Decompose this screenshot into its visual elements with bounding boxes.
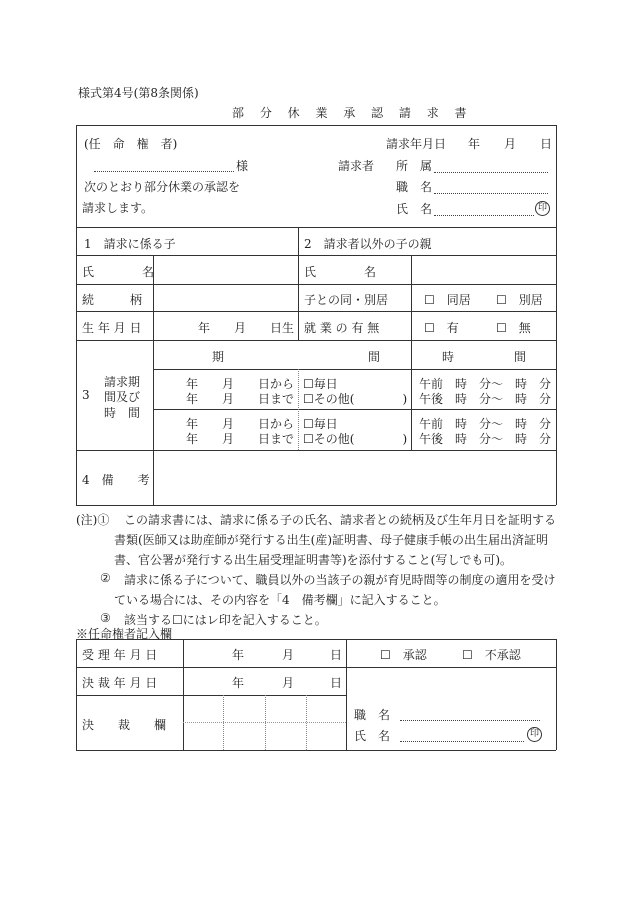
section2-heading: 2 請求者以外の子の親 (304, 237, 432, 251)
period2-other-checkbox[interactable]: ☐その他( ) (303, 432, 408, 446)
received-year: 年 (232, 648, 245, 662)
decided-year: 年 (232, 676, 245, 690)
period1-am-time: 午前 時 分〜 時 分 (419, 377, 552, 391)
disapprove-checkbox[interactable]: ☐ 不承認 (462, 648, 521, 662)
period1-pm-time: 午後 時 分〜 時 分 (419, 392, 552, 406)
section3-label-line3: 時 間 (104, 406, 141, 420)
period1-from: 年 月 日から (186, 377, 295, 391)
note2-line2: ている場合には、その内容を「4 備考欄」に記入すること。 (114, 593, 446, 607)
received-date-label: 受 理 年 月 日 (82, 648, 158, 662)
note1-mark: (注)① (76, 513, 110, 527)
employed-checkbox[interactable]: ☐ 有 (424, 321, 459, 335)
period2-am-time: 午前 時 分〜 時 分 (419, 417, 552, 431)
approver-name-label: 氏 名 (354, 729, 391, 743)
section3-label-line1: 請求期 (104, 375, 141, 389)
approver-seal-icon: 印 (527, 727, 542, 742)
appointer-section-heading: ※任命権者記入欄 (76, 627, 173, 641)
approve-checkbox[interactable]: ☐ 承認 (380, 648, 427, 662)
received-month: 月 (282, 648, 295, 662)
request-year: 年 (468, 137, 481, 151)
period2-pm-time: 午後 時 分〜 時 分 (419, 432, 552, 446)
remarks-label: 4 備 考 (82, 473, 150, 487)
child-name-label: 氏 名 (82, 265, 155, 279)
separate-checkbox[interactable]: ☐ 別居 (496, 293, 543, 307)
note1-line3: 書、官公署が発行する出生届受理証明書等)を添付すること(写しでも可)。 (114, 553, 513, 567)
name-label: 氏 名 (396, 202, 433, 216)
cohabit-checkbox[interactable]: ☐ 同居 (424, 293, 471, 307)
note3-line1: 該当する☐にはレ印を記入すること。 (124, 613, 327, 627)
period1-other-checkbox[interactable]: ☐その他( ) (303, 392, 408, 406)
note1-line1: この請求書には、請求に係る子の氏名、請求者との続柄及び生年月日を証明する (124, 513, 557, 527)
decided-date-label: 決 裁 年 月 日 (82, 676, 158, 690)
body-line1: 次のとおり部分休業の承認を (84, 180, 241, 194)
not-employed-checkbox[interactable]: ☐ 無 (496, 321, 531, 335)
cohabit-label: 子との同・別居 (304, 293, 389, 307)
period2-from: 年 月 日から (186, 417, 295, 431)
period1-to: 年 月 日まで (186, 392, 295, 406)
approver-position-label: 職 名 (354, 708, 391, 722)
request-month: 月 (504, 137, 517, 151)
dob-label: 生 年 月 日 (82, 321, 142, 335)
remarks-field[interactable] (154, 451, 555, 504)
received-day: 日 (330, 648, 343, 662)
body-line2: 請求します。 (82, 201, 154, 215)
section3-number: 3 (82, 388, 90, 402)
note3-mark: ③ (100, 611, 111, 625)
time-header: 時 間 (442, 350, 527, 364)
dob-value: 年 月 日生 (198, 321, 295, 335)
note1-line2: 書類(医師又は助産師が発行する出生(産)証明書、母子健康手帳の出生届出済証明 (114, 533, 549, 547)
form-number: 様式第4号(第8条関係) (78, 86, 199, 100)
position-label: 職 名 (396, 180, 433, 194)
section3-label-line2: 間及び (104, 390, 141, 404)
other-parent-name-label: 氏 名 (304, 265, 377, 279)
sama-label: 様 (236, 159, 249, 173)
request-date-label: 請求年月日 (386, 137, 447, 151)
approval-column-label: 決 裁 欄 (82, 718, 167, 732)
affiliation-label: 所 属 (396, 159, 433, 173)
decided-month: 月 (282, 676, 295, 690)
employment-label: 就 業 の 有 無 (304, 321, 380, 335)
form-title: 部 分 休 業 承 認 請 求 書 (232, 106, 473, 120)
period-header: 期 間 (212, 350, 381, 364)
seal-icon: 印 (535, 201, 550, 216)
period2-everyday-checkbox[interactable]: ☐毎日 (303, 417, 338, 431)
section1-heading: 1 請求に係る子 (84, 237, 176, 251)
note2-line1: 請求に係る子について、職員以外の当該子の親が育児時間等の制度の適用を受け (124, 573, 556, 587)
requester-label: 請求者 (338, 159, 375, 173)
request-day: 日 (540, 137, 553, 151)
relation-label: 続 柄 (82, 293, 143, 307)
period2-to: 年 月 日まで (186, 432, 295, 446)
appointer-label: (任 命 権 者) (84, 137, 178, 151)
note2-mark: ② (100, 571, 111, 585)
period1-everyday-checkbox[interactable]: ☐毎日 (303, 377, 338, 391)
decided-day: 日 (330, 676, 343, 690)
